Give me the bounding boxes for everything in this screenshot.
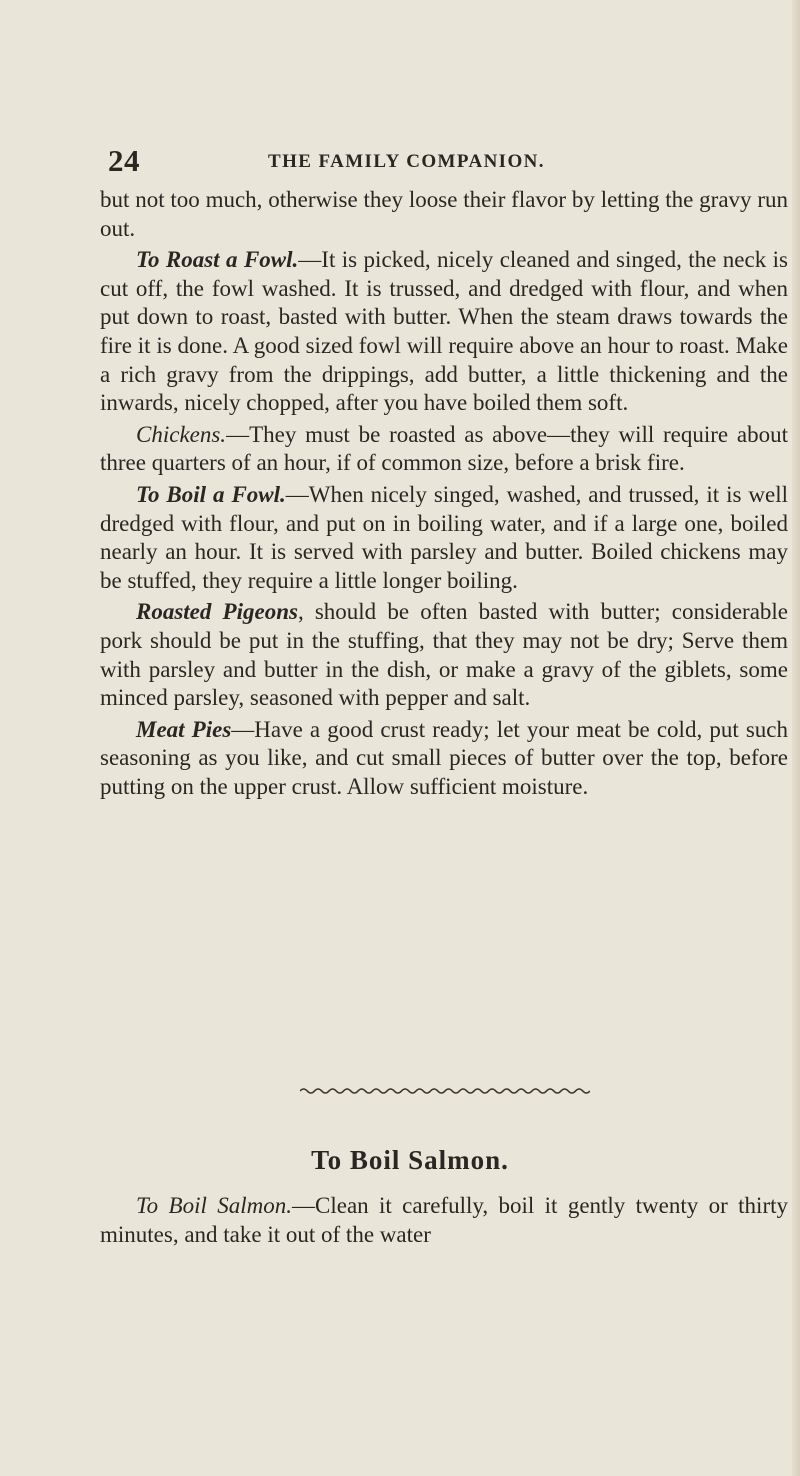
recipe-title: To Boil a Fowl.: [136, 481, 286, 507]
paragraph-chickens: [100, 421, 788, 478]
paragraph-text: , should be often basted with butter; considerable pork should be put in the stuffing, that they may not be dry; Serve them with parsley and butter in the dish, or make a gravy of the giblets, some minced parsley, seasoned with pepper and salt.: [100, 599, 788, 711]
page-header: [108, 143, 708, 177]
paragraph-text: —It is picked, nicely cleaned and singed, the neck is cut off, the fowl washed. It is trussed, and dredged with flour, and when put down to roast, basted with butter. When the steam draws towards the fire it is done. A good sized fowl will require above an hour to roast. Make a rich gravy from the drippings, add butter, a little thickening and the inwards, nicely chopped, after you have boiled them soft.: [100, 247, 788, 416]
page-number: 24: [108, 143, 140, 178]
paragraph-text: —They must be roasted as above—they will require about three quarters of an hour, if of common size, before a brisk fire.: [100, 421, 788, 476]
paragraph-text: —Clean it carefully, boil it gently twenty or thirty minutes, and take it out of the water: [100, 1193, 788, 1247]
paragraph-boil-fowl: [100, 481, 788, 595]
paragraph-continuation: [100, 186, 788, 243]
paragraph-text: —Have a good crust ready; let your meat be cold, put such seasoning as you like, and cut small pieces of butter over the top, before putting on the upper crust. Allow sufficient moisture.: [100, 716, 788, 799]
page-edge: [792, 0, 800, 1476]
running-title: THE FAMILY COMPANION.: [268, 151, 545, 172]
paragraph-boil-salmon: [100, 1192, 788, 1249]
paragraph-text: but not too much, otherwise they loose their flavor by letting the gravy run out.: [100, 187, 788, 241]
paragraph-roast-fowl: [100, 246, 788, 418]
wavy-divider: [300, 1086, 590, 1096]
paragraph-text: —When nicely singed, washed, and trussed, it is well dredged with flour, and put on in boiling water, and if a large one, boiled nearly an hour. It is served with parsley and butter. Boiled chickens may be stuffed, they require a little longer boiling.: [100, 481, 788, 593]
recipe-title: Chickens.: [136, 421, 227, 447]
section-text: [100, 1192, 788, 1249]
recipe-title: Meat Pies: [136, 716, 232, 742]
paragraph-roasted-pigeons: [100, 598, 788, 712]
section-heading: To Boil Salmon.: [311, 1145, 509, 1175]
recipe-title: To Boil Salmon.: [136, 1193, 292, 1218]
paragraph-meat-pies: [100, 716, 788, 802]
recipe-title: Roasted Pigeons: [136, 599, 298, 625]
main-text: [100, 186, 788, 801]
recipe-title: To Roast a Fowl.: [136, 247, 299, 273]
